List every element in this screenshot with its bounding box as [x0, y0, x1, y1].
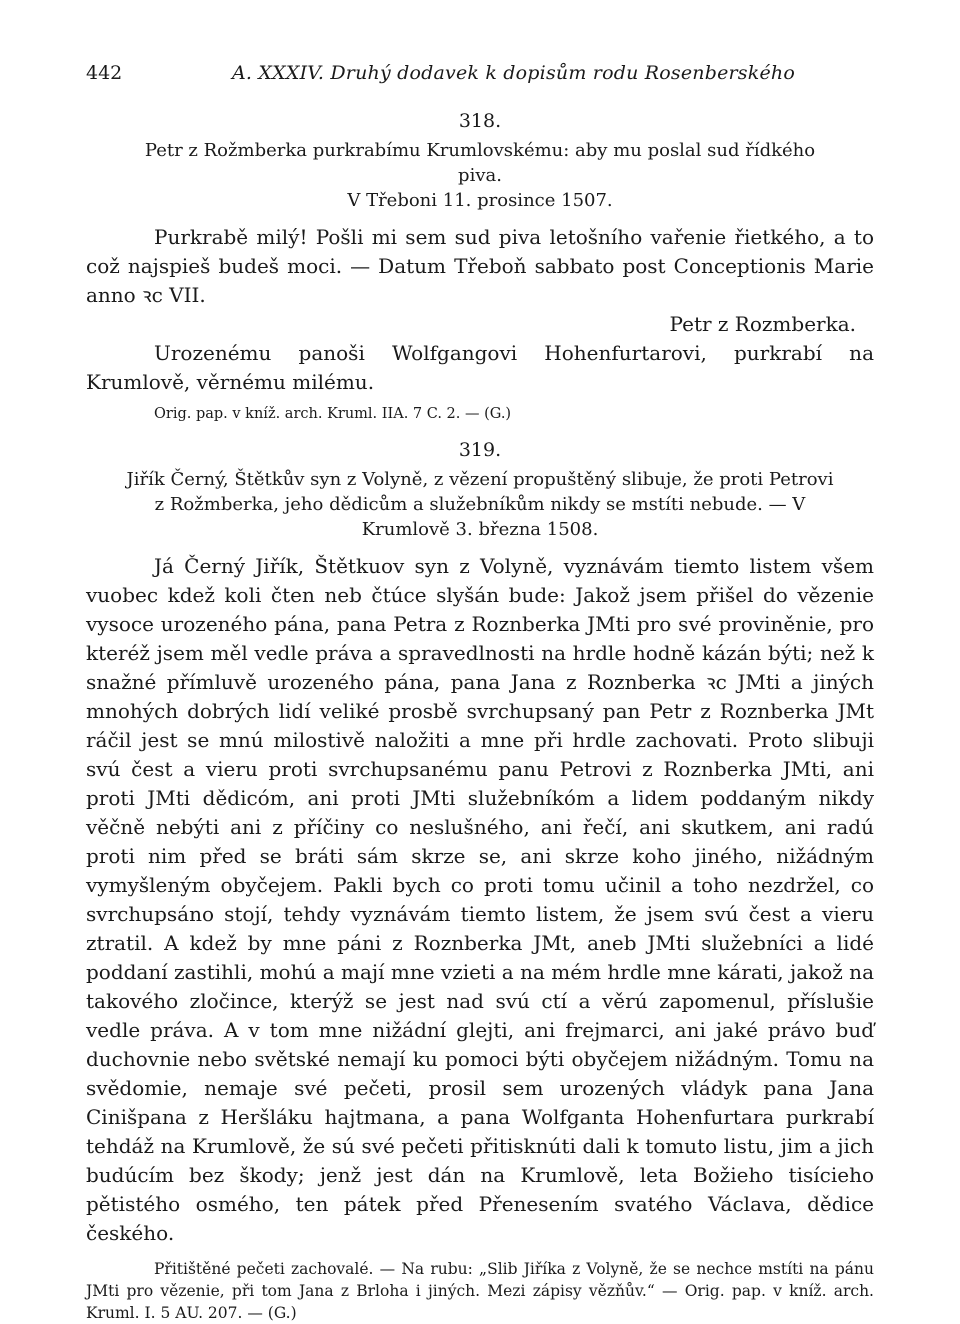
document-text: Já Černý Jiřík, Štětkuov syn z Volyně, vyznávám tiemto listem všem vuobec kdež koli čten neb čtúce slyšán bude: Jakož jsem přišel do vězenie vysoce urozeného pána, pana Petra z Roznberka JMti pro své proviněnie, pro kteréž jsem měl vedle práva a spravedlnosti na hrdle hodně kázán býti; než k snažné přímluvě urozeného pána, pana Jana z Roznberka ꝛc JMti a jiných mnohých dobrých lidí veliké prosbě svrchupsaný pan Petr z Roznberka JMt ráčil jest se mnú milostivě naložiti a mne při hrdle zachovati. Proto slibuji svú čest a vieru proti svrchupsanému panu Petrovi z Roznberka JMti, ani proti JMti dědicóm, ani proti JMti služebníkóm a lidem poddaným nikdy věčně nebýti ani z příčiny co neslušného, ani řečí, ani skutkem, ani radú proti nim před se bráti sám skrze se, ani skrze koho jiného, nižádným vymyšleným obyčejem. Pakli bych co proti tomu učinil a toho nezdržel, co svrchupsáno stojí, tehdy vyznávám tiemto listem, že jsem svú čest a vieru ztratil. A kdež by mne páni z Roznberka JMt, aneb JMti služebníci a lidé poddaní zastihli, mohú a mají mne vzieti a na mém hrdle mne kárati, jakož na takového zločince, kterýž se jest nad svú ctí a věrú zapomenul, příslušie vedle práva. A v tom mne nižádní glejti, ani frejmarci, ani jaké právo buď duchovnie nebo světské nemají ku pomoci býti obyčejem nižádným. Tomu na svědomie, nemaje své pečeti, prosil sem urozených vládyk pana Jana Cinišpana z Heršláku hajtmana, a pana Wolfganta Hohenfurtara purkrabí tehdáž na Krumlově, že sú své pečeti přitisknúti dali k tomuto listu, jim a jich budúcím bez škody; jenž jest dán na Krumlově, leta Božieho tisícieho pětistého osmého, ten pátek před Přenesením svatého Václava, dědice českého. — [86, 554, 874, 1245]
document-regest: Petr z Rožmberka purkrabímu Krumlovskému: aby mu poslal sud řídkého piva. — [144, 140, 816, 186]
page-body — [86, 110, 874, 1324]
document-note: Přitištěné pečeti zachovalé. — Na rubu: „Slib Jiříka z Volyně, že se nechce mstíti na pánu JMti pro vězenie, při tom Jana z Brloha i jiných. Mezi zápisy vězňův.“ — Orig. pap. v kníž. arch. Kruml. I. 5 AU. 207. — (G.) — [86, 1260, 874, 1322]
running-title: A. XXXIV. Druhý dodavek k dopisům rodu Rosenberského — [232, 62, 795, 84]
document-signature: Petr z Rozmberka. — [669, 312, 856, 336]
page-number: 442 — [86, 62, 123, 84]
document-318 — [86, 110, 874, 425]
document-address: Urozenému panoši Wolfgangovi Hohenfurtarovi, purkrabí na Krumlově, věrnému milému. — [86, 341, 874, 394]
page-header — [86, 62, 874, 90]
document-text: Purkrabě milý! Pošli mi sem sud piva letošního vařenie řietkého, a to což najspieš budeš moci. — Datum Třeboň sabbato post Conceptionis Marie anno ꝛc VII. — [86, 225, 874, 307]
document-319 — [86, 439, 874, 1324]
document-regest: Jiřík Černý, Štětkův syn z Volyně, z vězení propuštěný slibuje, že proti Petrovi z Rožmberka, jeho dědicům a služebníkům nikdy se mstíti nebude. — V Krumlově 3. března 1508. — [126, 469, 834, 540]
document-number: 318. — [458, 110, 502, 132]
document-number: 319. — [458, 439, 502, 461]
document-date: V Třeboni 11. prosince 1507. — [347, 190, 613, 211]
document-source: Orig. pap. v kníž. arch. Kruml. IIA. 7 C. 2. — (G.) — [154, 406, 512, 422]
